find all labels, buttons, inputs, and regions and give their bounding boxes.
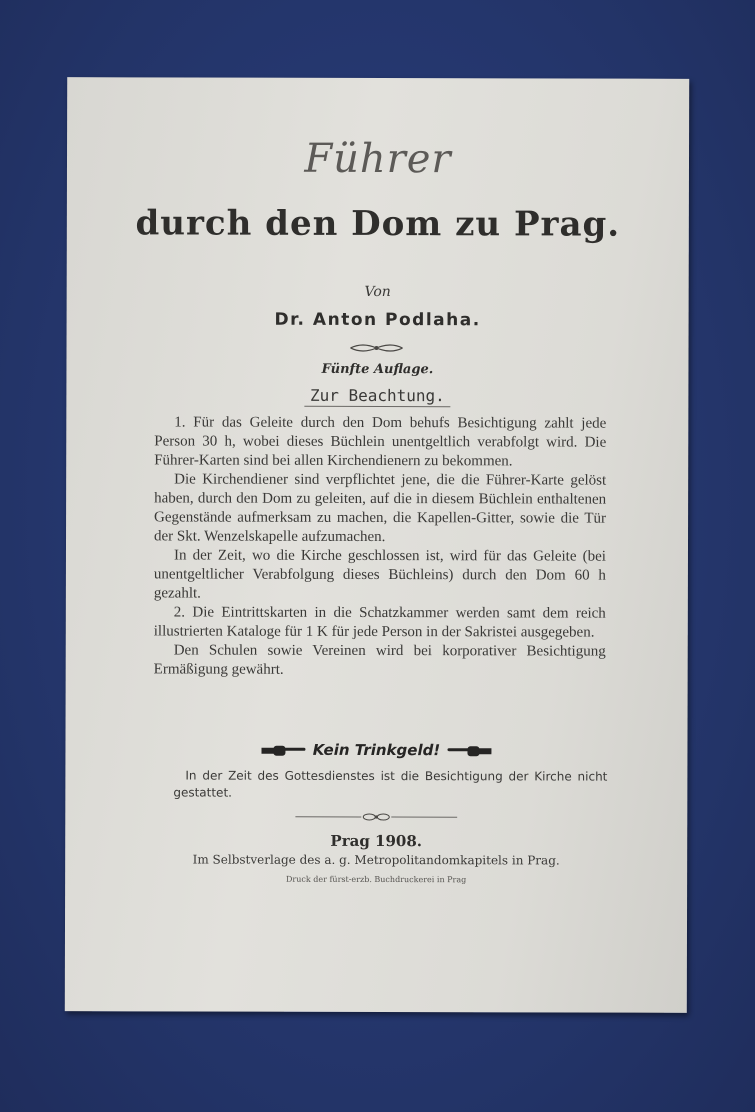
warning-text: Kein Trinkgeld!	[312, 740, 441, 760]
author-name: Dr. Anton Podlaha.	[274, 309, 481, 331]
printer-line: Druck der fürst-erzb. Buchdruckerei in Prag	[285, 874, 467, 885]
heading-text: Zur Beachtung.	[304, 386, 451, 407]
pointing-hand-right-icon	[261, 743, 307, 757]
paragraph-5: Den Schulen sowie Vereinen wird bei korporativer Besichtigung Ermäßigung gewährt.	[153, 642, 606, 678]
place-year: Prag 1908.	[330, 831, 423, 851]
pointing-hand-left-icon	[445, 744, 491, 758]
edition-label: Fünfte Auflage.	[321, 361, 434, 378]
notice-body	[154, 413, 607, 680]
service-note	[173, 767, 607, 802]
title-line-2: durch den Dom zu Prag.	[135, 203, 621, 245]
byline-von: Von	[364, 283, 391, 301]
title-line-1: Führer	[304, 135, 452, 183]
ornament-divider-icon	[348, 340, 404, 356]
paragraph-1: 1. Für das Geleite durch den Dom behufs Besichtigung zahlt jede Person 30 h, wobei dieses Büchlein unentgeltlich verabfolgt wird. Die Führer-Karten sind bei allen Kirchendienern zu bekommen.	[154, 414, 607, 470]
paragraph-3: In der Zeit, wo die Kirche geschlossen ist, wird für das Geleite (bei unentgeltlicher Verabfolgung dieses Büchleins) durch den Dom 60 h gezahlt.	[153, 547, 606, 602]
no-tip-warning	[65, 740, 687, 760]
paragraph-4: 2. Die Eintrittskarten in die Schatzkammer werden samt dem reich illustrierten Kataloge für 1 K für jede Person in der Sakristei ausgegeben.	[153, 604, 606, 641]
footer-ornament-icon	[295, 811, 457, 823]
booklet-cover	[65, 77, 689, 1013]
section-heading	[66, 385, 688, 406]
publisher-line: Im Selbstverlage des a. g. Metropolitandomkapitels in Prag.	[192, 852, 560, 868]
note-text: In der Zeit des Gottesdienstes ist die Besichtigung der Kirche nicht gestattet.	[173, 768, 608, 800]
paragraph-2: Die Kirchendiener sind verpflichtet jene, die die Führer-Karte gelöst haben, durch den Dom zu geleiten, auf die in diesem Büchlein enthaltenen Gegenstände aufmerksam zu machen, die Kapellen-Gitter, sowie die Tür der Skt. Wenzelskapelle aufzumachen.	[154, 471, 607, 546]
